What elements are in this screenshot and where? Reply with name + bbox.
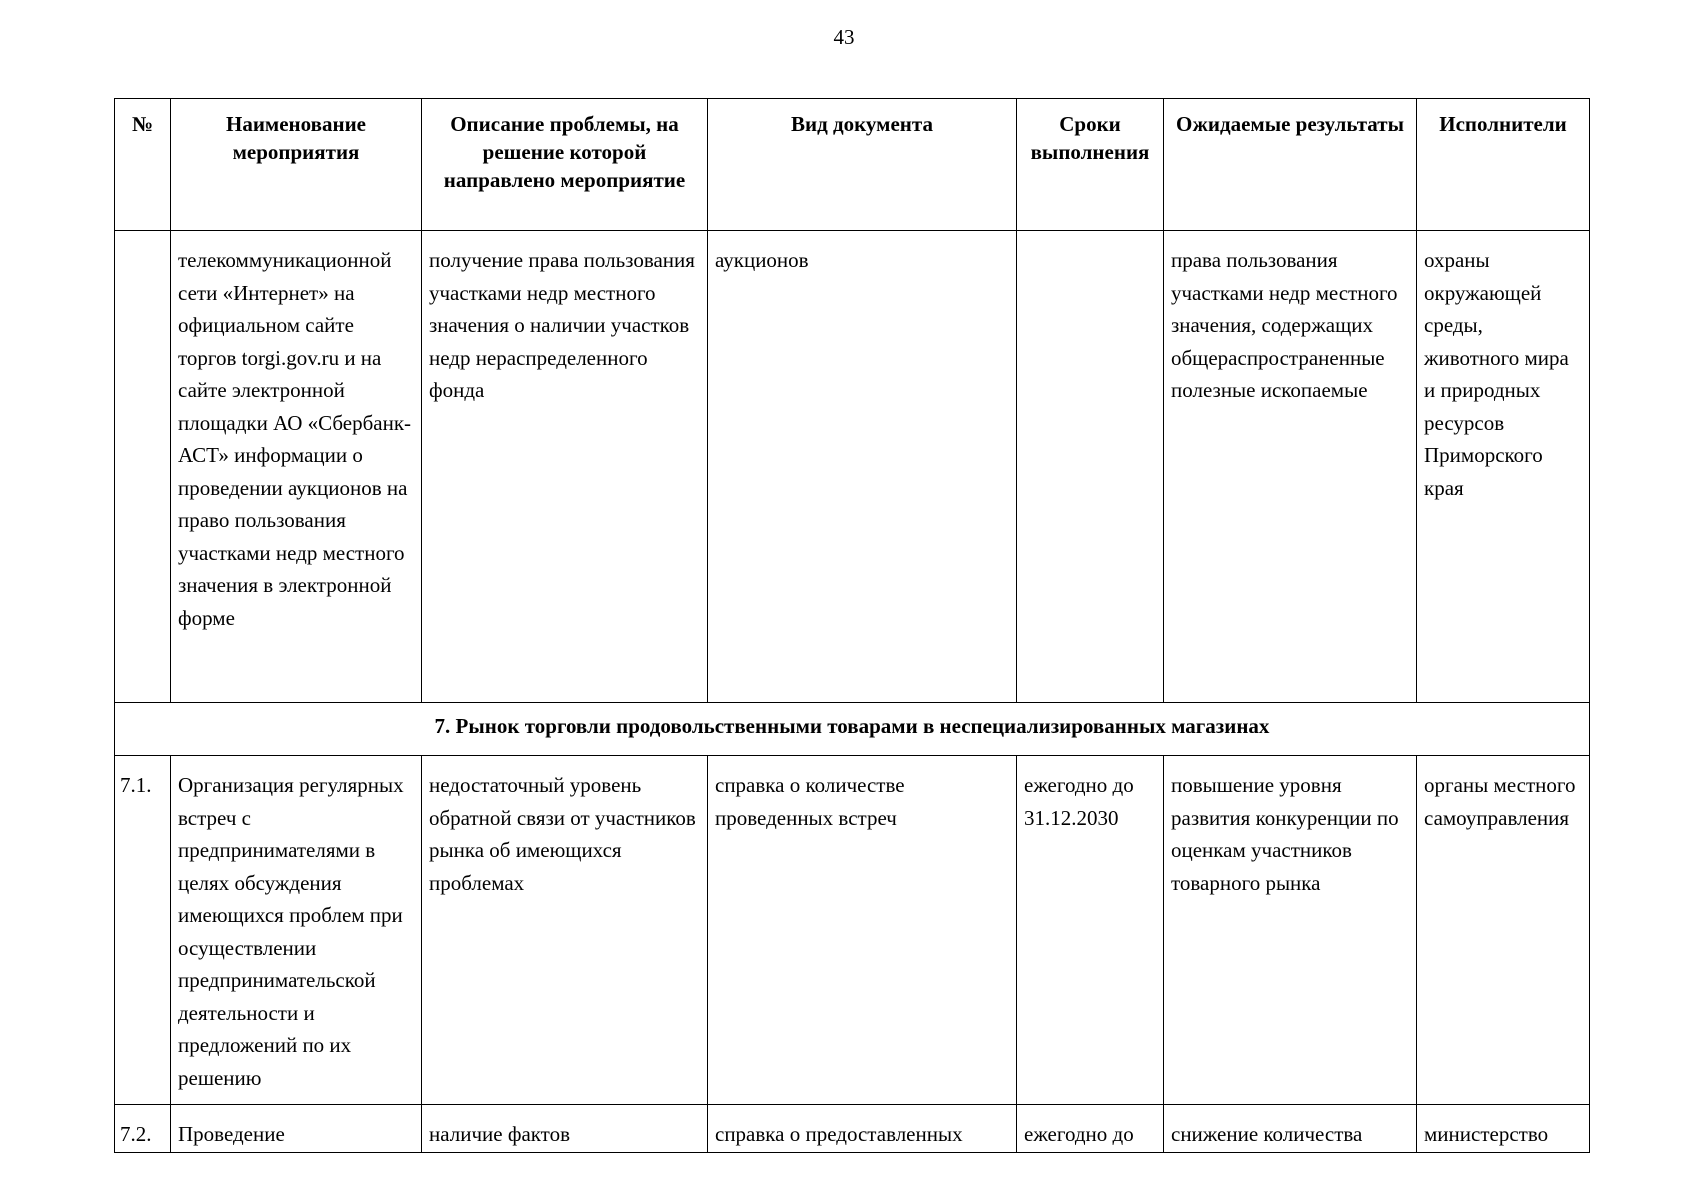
header-deadline: Сроки выполнения [1017, 99, 1164, 231]
cell-document-type: справка о количестве проведенных встреч [708, 756, 1017, 1105]
cell-executors: охраны окружающей среды, животного мира и природных ресурсов Приморского края [1417, 231, 1590, 703]
cell-document-type: аукционов [708, 231, 1017, 703]
cell-expected-results: права пользования участками недр местного значения, содержащих общераспространенные полезные ископаемые [1164, 231, 1417, 703]
cell-problem-description: наличие фактов [422, 1105, 708, 1153]
table-row [115, 1105, 1590, 1153]
section-row [115, 703, 1590, 756]
cell-executors: органы местного самоуправления [1417, 756, 1590, 1105]
cell-number [115, 231, 171, 703]
cell-deadline: ежегодно до [1017, 1105, 1164, 1153]
cell-document-type: справка о предоставленных [708, 1105, 1017, 1153]
cell-measure-name: телекоммуникационной сети «Интернет» на официальном сайте торгов torgi.gov.ru и на сайте электронной площадки АО «Сбербанк-АСТ» информации о проведении аукционов на право пользования участками недр местного значения в электронной форме [171, 231, 422, 703]
section-title: 7. Рынок торговли продовольственными товарами в неспециализированных магазинах [115, 703, 1590, 756]
header-expected-results: Ожидаемые результаты [1164, 99, 1417, 231]
cell-deadline [1017, 231, 1164, 703]
cell-number: 7.1. [115, 756, 171, 1105]
header-number: № [115, 99, 171, 231]
cell-problem-description: получение права пользования участками недр местного значения о наличии участков недр нераспределенного фонда [422, 231, 708, 703]
measures-table [114, 98, 1590, 1153]
header-executors: Исполнители [1417, 99, 1590, 231]
table-row [115, 231, 1590, 703]
table-header-row [115, 99, 1590, 231]
cell-expected-results: повышение уровня развития конкуренции по оценкам участников товарного рынка [1164, 756, 1417, 1105]
cell-problem-description: недостаточный уровень обратной связи от участников рынка об имеющихся проблемах [422, 756, 708, 1105]
cell-number: 7.2. [115, 1105, 171, 1153]
header-document-type: Вид документа [708, 99, 1017, 231]
cell-measure-name: Организация регулярных встреч с предпринимателями в целях обсуждения имеющихся проблем при осуществлении предпринимательской деятельности и предложений по их решению [171, 756, 422, 1105]
cell-executors: министерство [1417, 1105, 1590, 1153]
cell-expected-results: снижение количества [1164, 1105, 1417, 1153]
header-problem-description: Описание проблемы, на решение которой направлено мероприятие [422, 99, 708, 231]
cell-deadline: ежегодно до 31.12.2030 [1017, 756, 1164, 1105]
cell-measure-name: Проведение [171, 1105, 422, 1153]
page-number: 43 [833, 25, 855, 49]
header-measure-name: Наименование мероприятия [171, 99, 422, 231]
table-row [115, 756, 1590, 1105]
